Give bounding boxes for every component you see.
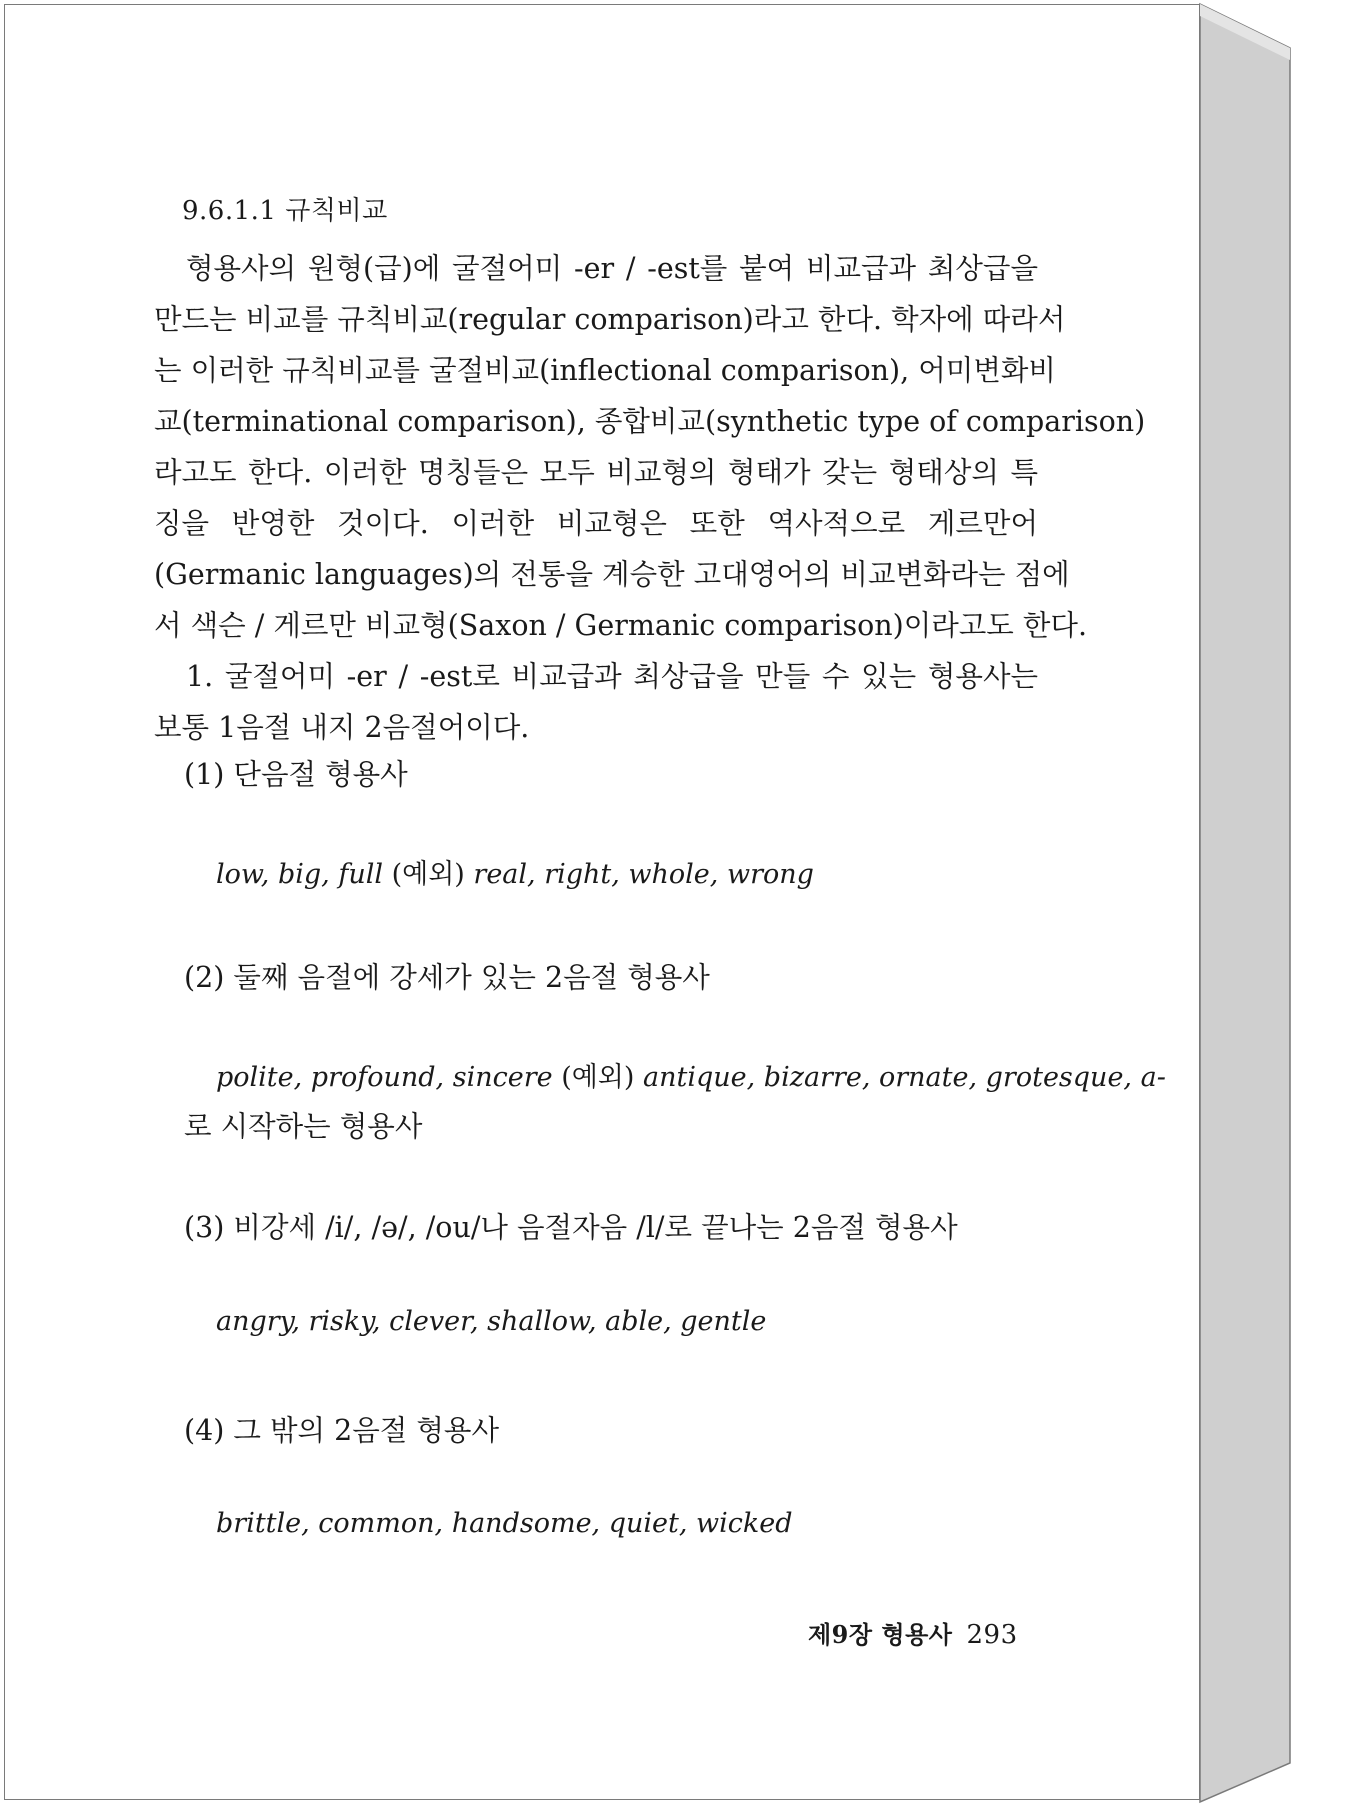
- examples-continuation: 로 시작하는 형용사: [184, 1110, 423, 1143]
- intro-line: 만드는 비교를 규칙비교(regular comparison)라고 한다. 학자에 따라서: [154, 303, 1066, 336]
- intro-line: 교(terminational comparison), 종합비교(synthetic type of comparison): [154, 405, 1146, 438]
- exception-list: antique, bizarre, ornate, grotesque, a-: [643, 1062, 1166, 1093]
- chapter-label: 제9장 형용사: [808, 1620, 953, 1649]
- examples-list: brittle, common, handsome, quiet, wicked: [216, 1508, 793, 1539]
- item-examples: [216, 852, 814, 891]
- item-title: (1) 단음절 형용사: [184, 758, 408, 791]
- page-number: 293: [966, 1620, 1018, 1650]
- item-title: (4) 그 밖의 2음절 형용사: [184, 1414, 499, 1447]
- item-title: (3) 비강세 /i/, /ə/, /ou/나 음절자음 /l/로 끝나는 2음절 형용사: [184, 1211, 958, 1244]
- examples-list: low, big, full: [216, 859, 383, 890]
- page-footer: [808, 1615, 1018, 1650]
- rule-paragraph: [154, 651, 1038, 753]
- intro-line: 라고도 한다. 이러한 명칭들은 모두 비교형의 형태가 갖는 형태상의 특: [154, 456, 1038, 489]
- exception-label: (예외): [561, 1062, 635, 1093]
- item-examples: [216, 1508, 793, 1539]
- item-examples: [216, 1306, 766, 1337]
- examples-list: polite, profound, sincere: [216, 1062, 553, 1093]
- book-edge-face: [1200, 4, 1290, 1802]
- rule-line: 1. 굴절어미 -er / -est로 비교급과 최상급을 만들 수 있는 형용사는: [186, 660, 1038, 693]
- intro-line: 징을 반영한 것이다. 이러한 비교형은 또한 역사적으로 게르만어: [154, 507, 1038, 540]
- section-heading: 9.6.1.1 규칙비교: [182, 196, 388, 226]
- exception-label: (예외): [391, 859, 465, 890]
- intro-line: 는 이러한 규칙비교를 굴절비교(inflectional comparison), 어미변화비: [154, 354, 1056, 387]
- examples-list: angry, risky, clever, shallow, able, gentle: [216, 1306, 767, 1337]
- intro-line: 서 색슨 / 게르만 비교형(Saxon / Germanic comparison)이라고도 한다.: [154, 609, 1088, 642]
- item-examples: [216, 1055, 1166, 1094]
- exception-list: real, right, whole, wrong: [473, 859, 814, 890]
- intro-line: 형용사의 원형(급)에 굴절어미 -er / -est를 붙여 비교급과 최상급을: [186, 252, 1038, 285]
- intro-line: (Germanic languages)의 전통을 계승한 고대영어의 비교변화라는 점에: [154, 558, 1070, 591]
- item-title: (2) 둘째 음절에 강세가 있는 2음절 형용사: [184, 961, 710, 994]
- rule-line: 보통 1음절 내지 2음절어이다.: [154, 711, 530, 744]
- intro-paragraph: [154, 243, 1146, 651]
